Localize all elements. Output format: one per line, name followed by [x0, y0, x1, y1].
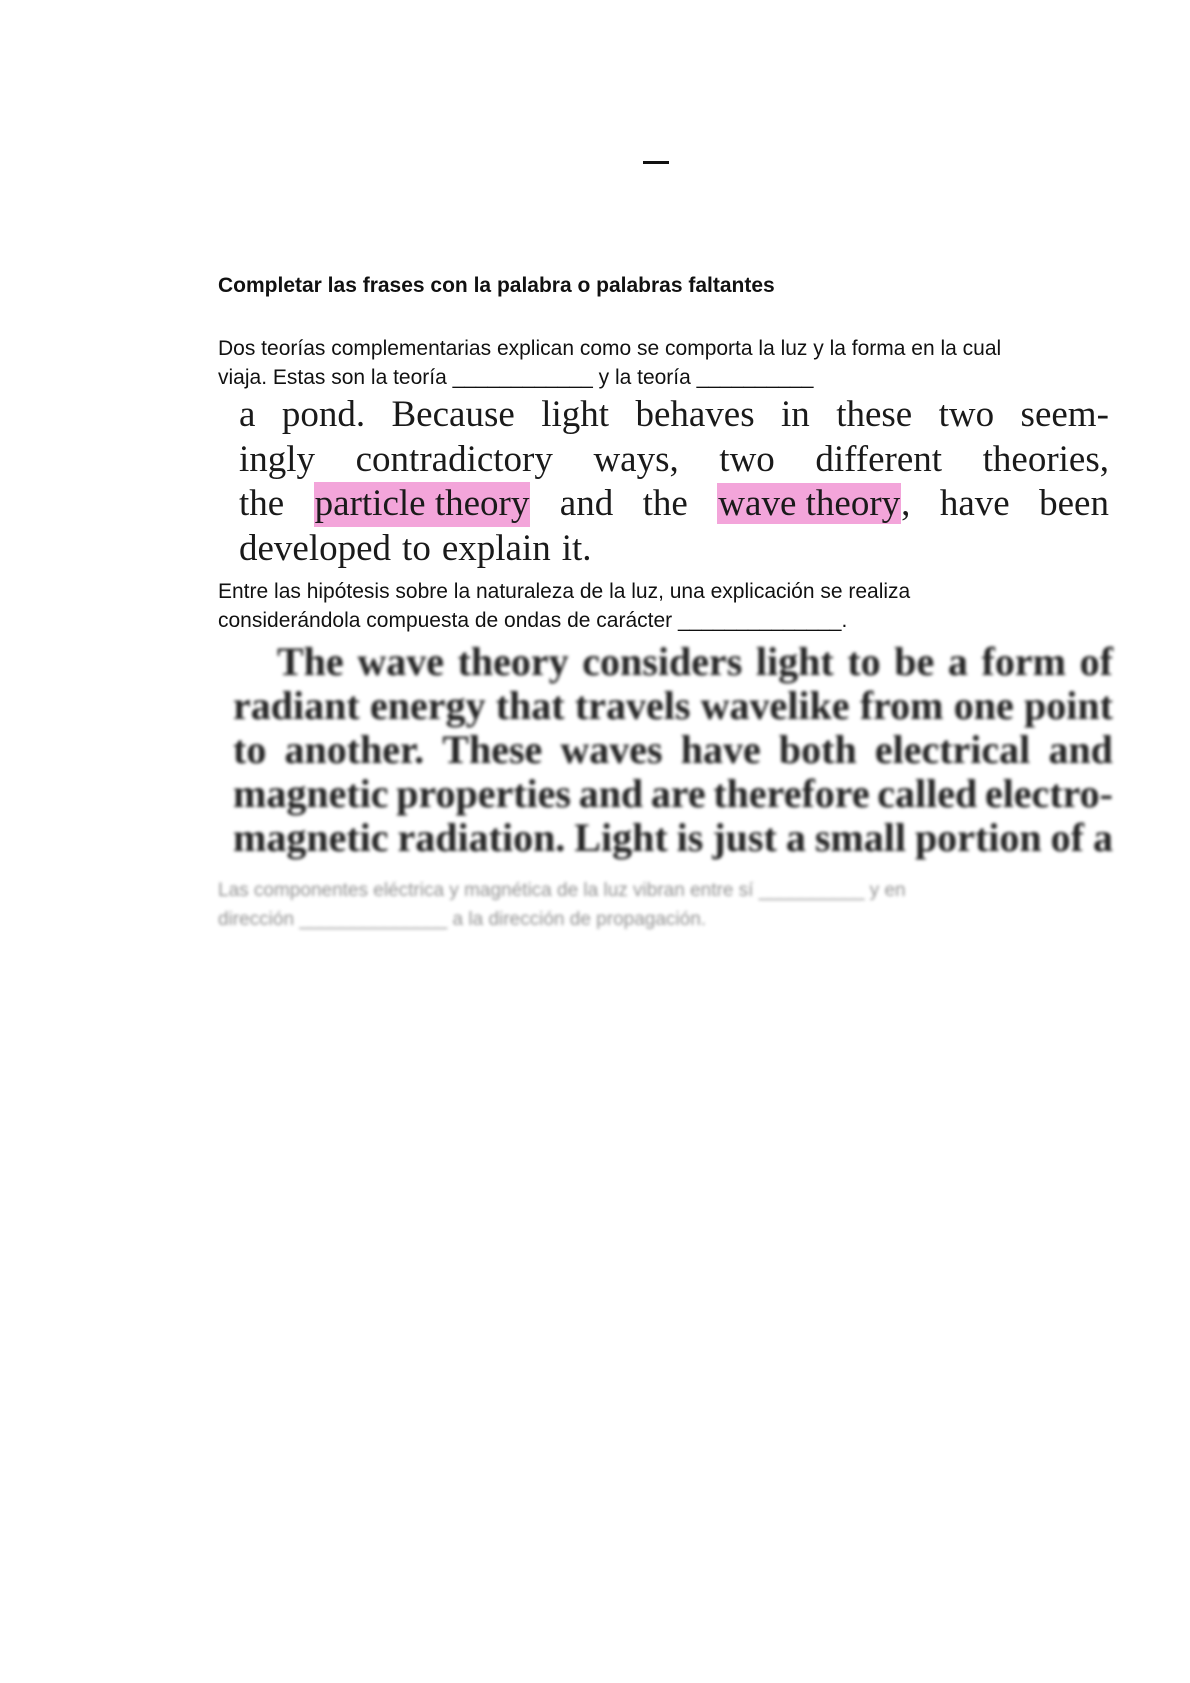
- word: and: [578, 771, 644, 816]
- word: these: [836, 394, 913, 435]
- word: just: [712, 815, 777, 860]
- word: radiation.: [397, 815, 566, 860]
- excerpt-1-line-1: [239, 393, 1109, 438]
- word: travels: [574, 683, 691, 728]
- word: be: [894, 639, 935, 684]
- excerpt-2-line-4: [233, 772, 1113, 816]
- word: two: [719, 438, 775, 480]
- word: theories,: [982, 438, 1109, 480]
- word: point: [1024, 683, 1113, 728]
- word: of: [1050, 815, 1084, 860]
- word: the: [642, 483, 688, 524]
- word: that: [495, 683, 565, 728]
- word: been: [1039, 483, 1109, 524]
- word: two: [938, 394, 995, 435]
- word: ingly: [239, 438, 316, 480]
- word: the: [239, 483, 285, 524]
- word: a: [1092, 815, 1113, 860]
- word: magnetic: [233, 815, 389, 860]
- word: to: [233, 727, 267, 772]
- word: are: [650, 771, 706, 816]
- excerpt-1-line-3: [239, 482, 1109, 527]
- word: therefore: [713, 771, 870, 816]
- question-2-line-2: considerándola compuesta de ondas de carácter ______________.: [218, 609, 848, 632]
- word: energy: [369, 683, 486, 728]
- highlight-particle-theory: particle theory: [314, 482, 531, 527]
- page-mark: [643, 161, 669, 164]
- word: wavelike: [700, 683, 850, 728]
- word: electro-: [984, 771, 1113, 816]
- word: have: [680, 727, 761, 772]
- word: ,: [901, 483, 911, 524]
- word: explain: [441, 527, 551, 569]
- word: contradictory: [355, 438, 553, 480]
- word: form: [981, 639, 1066, 684]
- question-3-blurred: [218, 876, 1118, 934]
- excerpt-1-line-2: [239, 438, 1109, 483]
- question-1: [218, 334, 1118, 392]
- word: developed: [239, 527, 392, 569]
- word: is: [676, 815, 704, 860]
- word: it.: [561, 527, 592, 569]
- question-1-line-2: viaja. Estas son la teoría ____________ y la teoría __________: [218, 366, 814, 389]
- excerpt-2-line-5: [233, 816, 1113, 860]
- instructions-heading: Completar las frases con la palabra o palabras faltantes: [218, 274, 775, 297]
- word: Light: [574, 815, 668, 860]
- excerpt-2-line-2: [233, 684, 1113, 728]
- word: light: [541, 394, 610, 435]
- word: to: [847, 639, 881, 684]
- word: from: [859, 683, 944, 728]
- word: behaves: [635, 394, 755, 435]
- highlight-wave-group: [717, 482, 910, 527]
- word: small: [814, 815, 906, 860]
- word: called: [877, 771, 978, 816]
- highlight-wave-theory: wave theory: [718, 483, 901, 524]
- word: properties: [396, 771, 571, 816]
- word: considers: [582, 639, 743, 684]
- word: one: [953, 683, 1014, 728]
- word: and: [1048, 727, 1113, 772]
- word: wave: [357, 639, 444, 684]
- word: theory: [457, 639, 569, 684]
- excerpt-1-line-4: [239, 527, 1109, 572]
- word: a: [947, 639, 968, 684]
- question-3-line-2: dirección ______________ a la dirección de propagación.: [218, 909, 707, 930]
- word: Because: [391, 394, 515, 435]
- excerpt-2-line-3: [233, 728, 1113, 772]
- word: seem-: [1020, 394, 1109, 435]
- question-1-line-1: Dos teorías complementarias explican como se comporta la luz y la forma en la cual: [218, 337, 1002, 360]
- word: portion: [914, 815, 1042, 860]
- question-2-line-1: Entre las hipótesis sobre la naturaleza de la luz, una explicación se realiza: [218, 580, 911, 603]
- word: a: [785, 815, 806, 860]
- word: and: [559, 483, 614, 524]
- word: another.: [284, 727, 425, 772]
- word: These: [442, 727, 543, 772]
- word: both: [778, 727, 857, 772]
- textbook-excerpt-2-blurred: [233, 640, 1113, 860]
- textbook-excerpt-1: [239, 393, 1109, 571]
- word: magnetic: [233, 771, 389, 816]
- word: to: [402, 527, 431, 569]
- word: waves: [560, 727, 663, 772]
- word: of: [1079, 639, 1113, 684]
- word: in: [781, 394, 810, 435]
- word: light: [755, 639, 834, 684]
- word: electrical: [874, 727, 1031, 772]
- word: a: [239, 394, 256, 435]
- question-2: [218, 577, 1118, 635]
- excerpt-2-line-1: [233, 640, 1113, 684]
- word: have: [939, 483, 1010, 524]
- word: different: [815, 438, 943, 480]
- word: radiant: [233, 683, 360, 728]
- word: ways,: [593, 438, 679, 480]
- question-3-line-1: Las componentes eléctrica y magnética de la luz vibran entre sí __________ y en: [218, 880, 906, 901]
- word: The: [277, 639, 344, 684]
- word: pond.: [281, 394, 366, 435]
